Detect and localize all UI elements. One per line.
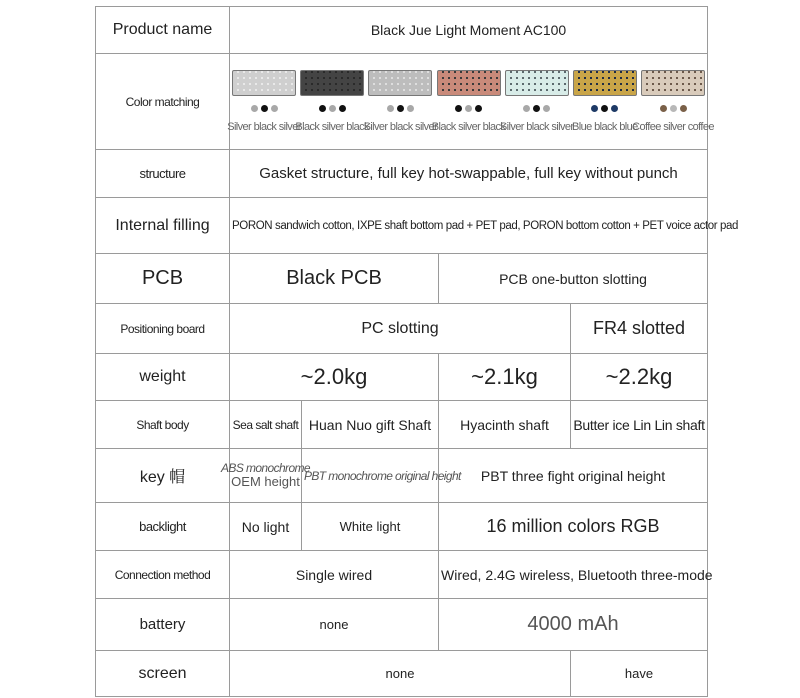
value-pc-slotting: PC slotting — [230, 304, 571, 354]
value-shaft-huan-nuo: Huan Nuo gift Shaft — [302, 401, 439, 449]
row-weight — [96, 354, 708, 401]
color-swatches-cell — [227, 54, 714, 150]
label-product-name: Product name — [96, 7, 230, 54]
row-backlight — [96, 503, 708, 551]
value-weight-c: ~2.2kg — [571, 354, 708, 401]
value-key-pbt-mono: PBT monochrome original height — [302, 449, 439, 503]
color-dot — [533, 105, 540, 112]
value-weight-b: ~2.1kg — [439, 354, 571, 401]
color-variant — [499, 70, 574, 133]
value-shaft-butter-ice: Butter ice Lin Lin shaft — [571, 401, 708, 449]
color-dot — [319, 105, 326, 112]
color-dot — [680, 105, 687, 112]
value-pcb-slotting: PCB one-button slotting — [439, 254, 708, 304]
label-screen: screen — [96, 651, 230, 697]
row-color-matching — [96, 54, 708, 150]
row-pcb — [96, 254, 708, 304]
color-dots — [523, 105, 550, 112]
color-variant-name: Silver black silver — [363, 121, 438, 133]
row-key — [96, 449, 708, 503]
value-internal-filling: PORON sandwich cotton, IXPE shaft bottom pad + PET pad, PORON bottom cotton + PET voice actor pad — [230, 198, 708, 254]
keyboard-thumbnail — [573, 70, 637, 96]
color-dot — [523, 105, 530, 112]
label-backlight: backlight — [96, 503, 230, 551]
color-dot — [271, 105, 278, 112]
keyboard-thumbnail — [505, 70, 569, 96]
color-swatches — [227, 57, 714, 147]
label-battery: battery — [96, 599, 230, 651]
value-no-light: No light — [230, 503, 302, 551]
color-dots — [455, 105, 482, 112]
label-internal-filling: Internal filling — [96, 198, 230, 254]
keyboard-thumbnail — [300, 70, 364, 96]
color-variant-name: Black silver black — [431, 121, 506, 133]
value-three-mode: Wired, 2.4G wireless, Bluetooth three-mode — [439, 551, 708, 599]
row-product-name — [96, 7, 708, 54]
label-shaft-body: Shaft body — [96, 401, 230, 449]
label-pcb: PCB — [96, 254, 230, 304]
label-color-matching: Color matching — [96, 54, 230, 150]
color-variant — [227, 70, 301, 133]
value-rgb: 16 million colors RGB — [439, 503, 708, 551]
color-variant-name: Coffee silver coffee — [632, 121, 714, 133]
color-dots — [387, 105, 414, 112]
value-pcb-black: Black PCB — [230, 254, 439, 304]
color-variant — [295, 70, 369, 133]
label-key: key 帽 — [96, 449, 230, 503]
value-battery-none: none — [230, 599, 439, 651]
spec-table — [95, 6, 739, 697]
color-dot — [660, 105, 667, 112]
color-variant — [431, 70, 506, 133]
value-structure: Gasket structure, full key hot-swappable, full key without punch — [230, 150, 708, 198]
color-dots — [319, 105, 346, 112]
color-variant-name: Silver black silver — [227, 121, 301, 133]
color-dots — [251, 105, 278, 112]
value-key-abs-line2: OEM height — [231, 473, 300, 489]
color-dot — [591, 105, 598, 112]
row-connection-method — [96, 551, 708, 599]
color-dot — [407, 105, 414, 112]
color-dot — [543, 105, 550, 112]
color-dot — [261, 105, 268, 112]
keyboard-thumbnail — [368, 70, 432, 96]
row-structure — [96, 150, 708, 198]
value-white-light: White light — [302, 503, 439, 551]
color-dot — [251, 105, 258, 112]
color-dot — [465, 105, 472, 112]
color-dot — [611, 105, 618, 112]
color-dots — [660, 105, 687, 112]
color-dot — [387, 105, 394, 112]
color-dot — [329, 105, 336, 112]
label-connection-method: Connection method — [96, 551, 230, 599]
color-variant — [572, 70, 638, 133]
row-shaft-body — [96, 401, 708, 449]
value-fr4-slotted: FR4 slotted — [571, 304, 708, 354]
label-weight: weight — [96, 354, 230, 401]
value-screen-have: have — [571, 651, 708, 697]
row-screen — [96, 651, 708, 697]
keyboard-thumbnail — [232, 70, 296, 96]
label-structure: structure — [96, 150, 230, 198]
value-key-pbt-three: PBT three fight original height — [439, 449, 708, 503]
row-positioning-board — [96, 304, 708, 354]
color-variant-name: Silver black silver — [499, 121, 574, 133]
color-dot — [397, 105, 404, 112]
value-shaft-sea-salt: Sea salt shaft — [230, 401, 302, 449]
color-variant — [632, 70, 714, 133]
color-variant-name: Black silver black — [295, 121, 369, 133]
row-battery — [96, 599, 708, 651]
value-shaft-hyacinth: Hyacinth shaft — [439, 401, 571, 449]
color-dot — [475, 105, 482, 112]
value-weight-a: ~2.0kg — [230, 354, 439, 401]
color-variant-name: Blue black blue — [572, 121, 638, 133]
value-key-abs — [221, 449, 310, 503]
value-key-abs-line1: ABS monochrome — [221, 461, 310, 476]
value-single-wired: Single wired — [230, 551, 439, 599]
color-dot — [339, 105, 346, 112]
value-screen-none: none — [230, 651, 571, 697]
keyboard-thumbnail — [641, 70, 705, 96]
color-dot — [455, 105, 462, 112]
keyboard-thumbnail — [437, 70, 501, 96]
color-dot — [601, 105, 608, 112]
label-positioning-board: Positioning board — [96, 304, 230, 354]
color-dots — [591, 105, 618, 112]
color-dot — [670, 105, 677, 112]
color-variant — [363, 70, 438, 133]
value-battery-mah: 4000 mAh — [439, 599, 708, 651]
value-product-name: Black Jue Light Moment AC100 — [230, 7, 708, 54]
row-internal-filling — [96, 198, 708, 254]
